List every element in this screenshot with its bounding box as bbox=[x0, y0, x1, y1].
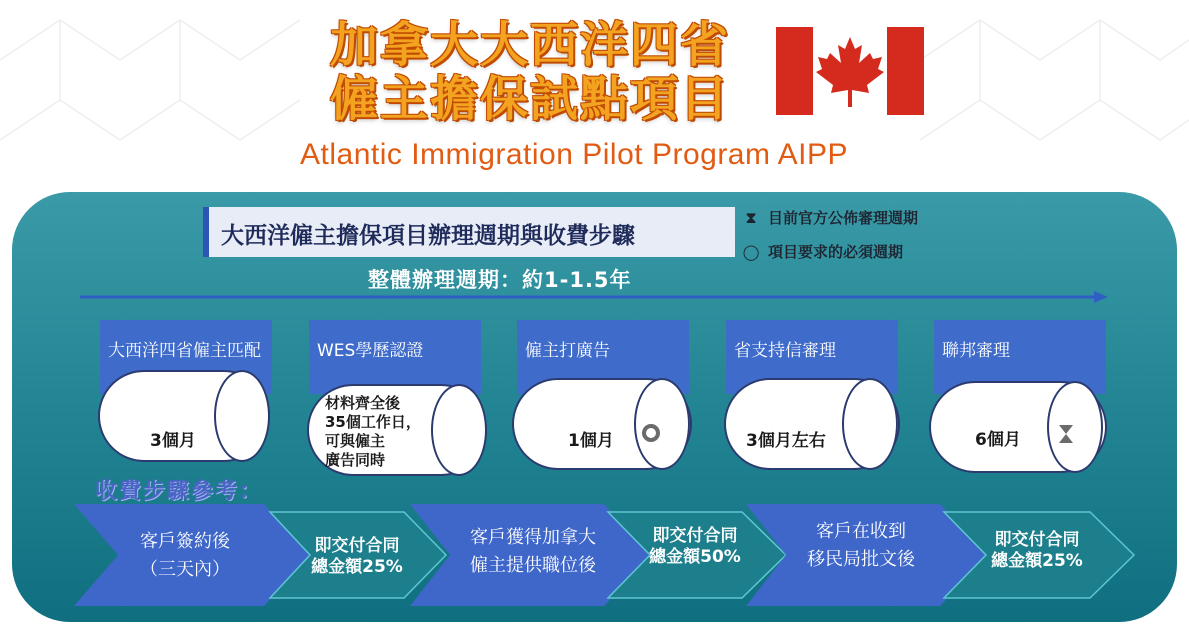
fee-step-line: 即交付合同 bbox=[314, 536, 400, 556]
hourglass-icon bbox=[1057, 423, 1075, 445]
fee-step-line: 客戶在收到 bbox=[816, 521, 906, 542]
stage-label-wes bbox=[309, 320, 481, 394]
fee-step-line: 即交付合同 bbox=[652, 526, 738, 546]
stage-cylinder-federal-review bbox=[929, 381, 1107, 473]
legend-label: 目前官方公佈審理週期 bbox=[768, 209, 919, 227]
stage-cylinder-employer-ad bbox=[512, 378, 692, 470]
fee-step-line: 即交付合同 bbox=[994, 530, 1080, 550]
stage-cylinder-wes bbox=[307, 384, 487, 476]
fee-step-line: 移民局批文後 bbox=[807, 549, 915, 570]
fee-step-3 bbox=[458, 524, 608, 580]
stage-duration: 3個月 bbox=[150, 431, 196, 451]
ring-icon: ◯ bbox=[742, 243, 760, 261]
legend-item-official-period bbox=[742, 207, 918, 228]
cylinder-cap bbox=[842, 378, 898, 470]
page-title bbox=[300, 18, 760, 126]
title-line-1: 加拿大大西洋四省 bbox=[329, 17, 730, 73]
fee-step-2 bbox=[298, 536, 416, 578]
stage-duration: 3個月左右 bbox=[746, 431, 826, 451]
stage-label-text: 聯邦審理 bbox=[942, 341, 1010, 361]
fee-step-4 bbox=[636, 526, 754, 568]
fee-step-line: 總金額50% bbox=[649, 547, 741, 567]
fee-step-line: （三天內） bbox=[140, 559, 230, 580]
fee-steps-title: 收費步驟參考： bbox=[95, 479, 264, 504]
hourglass-icon: ⧗ bbox=[745, 209, 757, 227]
stage-cylinder-provincial-review bbox=[724, 378, 900, 470]
cylinder-cap bbox=[431, 384, 487, 476]
stage-duration: 1個月 bbox=[568, 431, 614, 451]
legend-label: 項目要求的必須週期 bbox=[768, 243, 904, 261]
fee-step-5 bbox=[796, 518, 926, 574]
timeline-arrow bbox=[80, 291, 1108, 303]
stage-cylinder-employer-matching bbox=[98, 370, 270, 462]
stage-label-text: 僱主打廣告 bbox=[525, 341, 610, 361]
cylinder-cap bbox=[214, 370, 270, 462]
fee-step-1 bbox=[126, 528, 244, 584]
fee-step-line: 客戶獲得加拿大 bbox=[470, 527, 596, 548]
fee-step-line: 客戶簽約後 bbox=[140, 531, 230, 552]
fee-step-line: 總金額25% bbox=[311, 557, 403, 577]
panel-heading: 大西洋僱主擔保項目辦理週期與收費步驟 bbox=[221, 223, 635, 249]
overall-cycle: 整體辦理週期：約1-1.5年 bbox=[368, 268, 632, 292]
ring-icon bbox=[640, 422, 662, 444]
stage-label-text: 省支持信審理 bbox=[734, 341, 836, 361]
fee-step-line: 僱主提供職位後 bbox=[470, 555, 596, 576]
title-line-2: 僱主擔保試點項目 bbox=[329, 71, 730, 127]
panel-heading-box bbox=[203, 207, 735, 257]
cylinder-cap bbox=[1047, 381, 1103, 473]
fee-step-line: 總金額25% bbox=[991, 551, 1083, 571]
stage-label-text: WES學歷認證 bbox=[317, 341, 424, 361]
stage-duration: 6個月 bbox=[975, 430, 1021, 450]
canada-flag-icon bbox=[776, 27, 924, 115]
legend-item-required-period bbox=[742, 241, 903, 262]
stage-label-text: 大西洋四省僱主匹配 bbox=[108, 341, 261, 361]
stage-duration: 材料齊全後 35個工作日， 可與僱主 廣告同時 bbox=[325, 394, 421, 469]
page-subtitle: Atlantic Immigration Pilot Program AIPP bbox=[300, 138, 849, 171]
fee-step-6 bbox=[978, 530, 1096, 572]
